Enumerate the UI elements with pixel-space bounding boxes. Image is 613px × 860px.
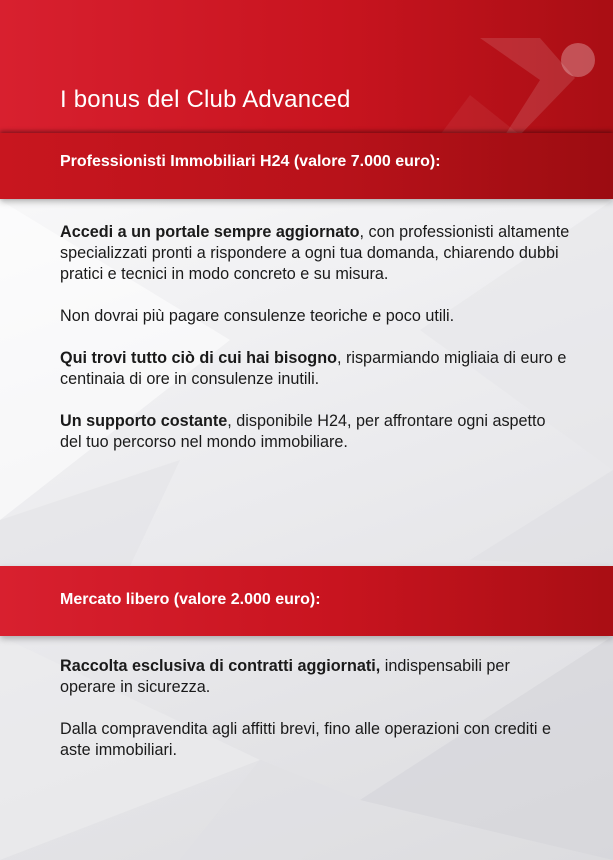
section-heading: Professionisti Immobiliari H24 (valore 7.000 euro):: [60, 153, 441, 170]
section-header-mercato: [0, 566, 613, 636]
page-title: I bonus del Club Advanced: [60, 86, 351, 113]
paragraph-bold: Un supporto costante: [60, 412, 228, 430]
paragraph-bold: Raccolta esclusiva di contratti aggiornati,: [60, 657, 381, 675]
paragraph-text: Dalla compravendita agli affitti brevi, fino alle operazioni con crediti e aste immobiliari.: [60, 720, 551, 759]
paragraph: [60, 348, 570, 390]
section-mercato-body: [60, 656, 570, 782]
club-logo-icon: [0, 0, 613, 135]
section-professionisti-body: [60, 222, 570, 474]
header-band: [0, 0, 613, 135]
paragraph-text: Non dovrai più pagare consulenze teoriche e poco utili.: [60, 307, 455, 325]
paragraph-bold: Qui trovi tutto ciò di cui hai bisogno: [60, 349, 337, 367]
paragraph: [60, 656, 570, 698]
paragraph: [60, 411, 570, 453]
paragraph: [60, 719, 570, 761]
paragraph: [60, 306, 570, 327]
paragraph-text: , disponibile H24, per affrontare ogni aspetto del tuo percorso nel mondo immobiliare.: [60, 412, 546, 451]
paragraph: [60, 222, 570, 285]
section-heading: Mercato libero (valore 2.000 euro):: [60, 591, 321, 608]
paragraph-bold: Accedi a un portale sempre aggiornato: [60, 223, 360, 241]
section-header-professionisti: [0, 133, 613, 199]
paragraph-text: , risparmiando migliaia di euro e centinaia di ore in consulenze inutili.: [60, 349, 567, 388]
paragraph-text: indispensabili per operare in sicurezza.: [60, 657, 510, 696]
paragraph-text: , con professionisti altamente specializzati pronti a rispondere a ogni tua domanda, chiarendo dubbi pratici e tecnici in modo concreto e su misura.: [60, 223, 570, 283]
